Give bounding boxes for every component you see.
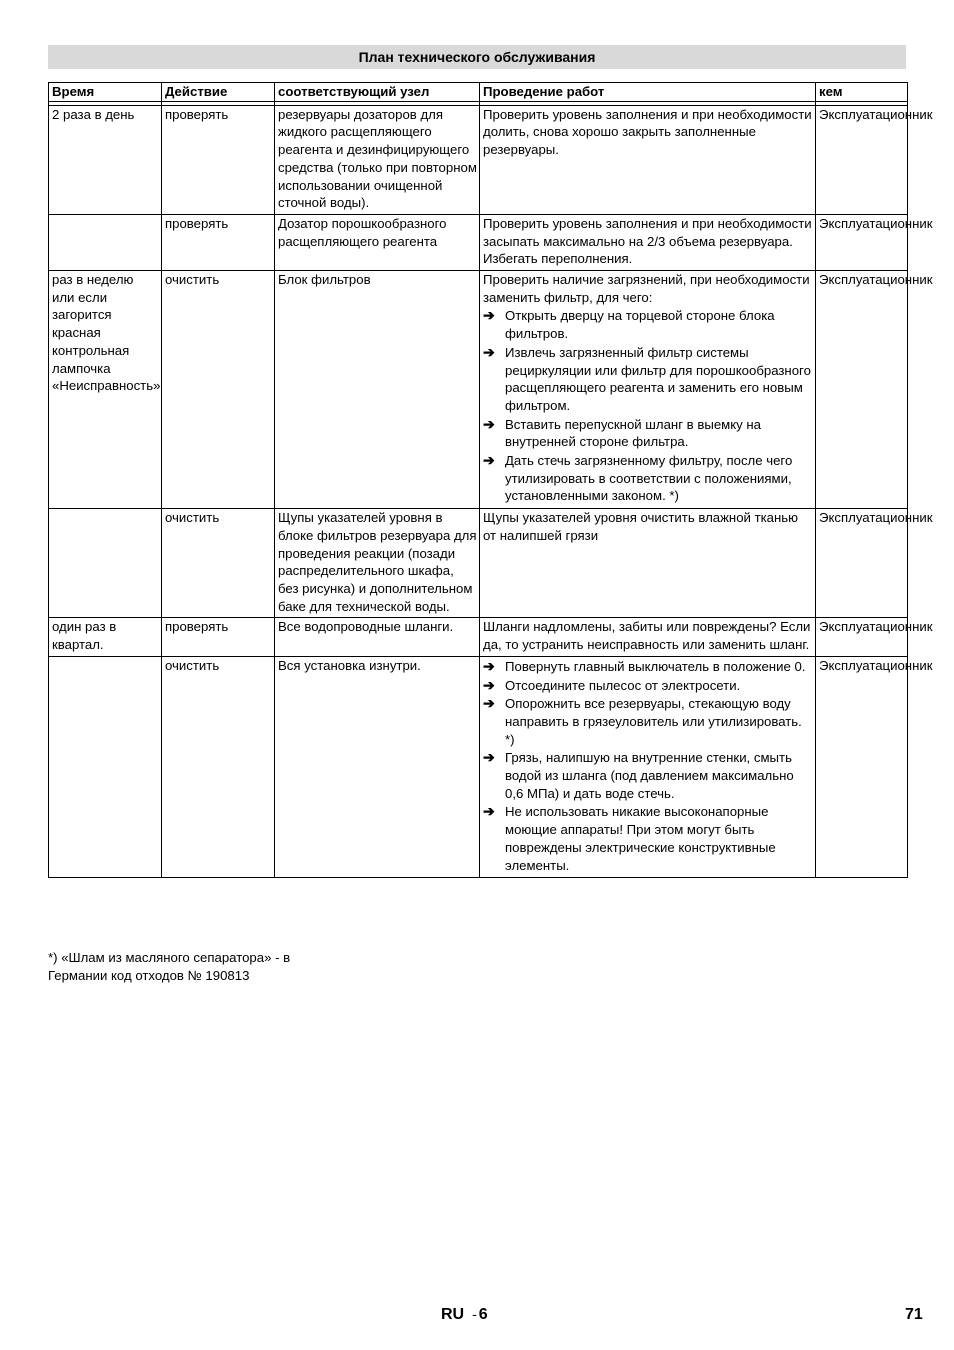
cell-time-continued (49, 214, 162, 270)
separator: - (472, 1306, 477, 1322)
cell-who: Эксплуатационник (816, 271, 908, 509)
header-work: Проведение работ (480, 83, 816, 102)
step-text: Грязь, налипшую на внутренние стенки, смыть водой из шланга (под давлением максимально 0,6 МПа) и дать воде стечь. (505, 750, 794, 801)
footnote (48, 949, 348, 985)
cell-time-continued (49, 509, 162, 618)
footnote-line: Германии код отходов № 190813 (48, 968, 250, 983)
cell-who: Эксплуатационник (816, 509, 908, 618)
list-item (483, 677, 813, 695)
cell-work: Шланги надломлены, забиты или повреждены? Если да, то устранить неисправность или заменить шланг. (480, 618, 816, 656)
cell-unit: резервуары дозаторов для жидкого расщепляющего реагента и дезинфицирующего средства (только при повторном использовании очищенной сточной воды). (275, 105, 480, 214)
list-item (483, 658, 813, 676)
cell-unit: Дозатор порошкообразного расщепляющего реагента (275, 214, 480, 270)
cell-action: проверять (162, 105, 275, 214)
cell-who: Эксплуатационник (816, 656, 908, 877)
header-action: Действие (162, 83, 275, 102)
step-text: Извлечь загрязненный фильтр системы рециркуляции или фильтр для порошкообразного расщепляющего реагента и заменить его новым фильтром. (505, 344, 811, 413)
step-text: Вставить перепускной шланг в выемку на внутренней стороне фильтра. (505, 416, 762, 450)
table-row (49, 509, 908, 618)
cell-time: 2 раза в день (49, 105, 162, 214)
header-time: Время (49, 83, 162, 102)
table-row (49, 271, 908, 509)
header-unit: соответствующий узел (275, 83, 480, 102)
arrow-right-icon: ➔ (483, 657, 495, 674)
cell-work: Щупы указателей уровня очистить влажной тканью от налипшей грязи (480, 509, 816, 618)
step-text: Не использовать никакие высоконапорные моющие аппараты! При этом могут быть повреждены электрические конструктивные элементы. (505, 804, 776, 873)
arrow-right-icon: ➔ (483, 415, 495, 432)
page-number: 71 (905, 1306, 923, 1323)
cell-time-continued (49, 656, 162, 877)
table-row (49, 214, 908, 270)
arrow-right-icon: ➔ (483, 452, 495, 469)
step-text: Отсоедините пылесос от электросети. (505, 677, 741, 693)
cell-who: Эксплуатационник (816, 105, 908, 214)
list-item (483, 416, 813, 451)
step-text: Опорожнить все резервуары, стекающую воду направить в грязеуловитель или утилизировать. *) (505, 696, 802, 747)
table-row (49, 618, 908, 656)
cell-time: раз в неделю или если загорится красная контрольная лампочка «Неисправность» (49, 271, 162, 509)
cell-unit: Все водопроводные шланги. (275, 618, 480, 656)
step-list (483, 658, 813, 874)
arrow-right-icon: ➔ (483, 695, 495, 712)
list-item (483, 307, 813, 342)
work-intro: Проверить наличие загрязнений, при необходимости заменить фильтр, для чего: (483, 272, 810, 305)
cell-action: проверять (162, 618, 275, 656)
cell-time: один раз в квартал. (49, 618, 162, 656)
list-item (483, 344, 813, 415)
header-who: кем (816, 83, 908, 102)
cell-action: проверять (162, 214, 275, 270)
arrow-right-icon: ➔ (483, 749, 495, 766)
step-list (483, 307, 813, 505)
step-text: Дать стечь загрязненному фильтру, после чего утилизировать в соответствии с положениями, установленными законом. *) (505, 453, 793, 504)
section-page: 6 (478, 1306, 488, 1323)
cell-action: очистить (162, 509, 275, 618)
footnote-line: *) «Шлам из масляного сепаратора» - в (48, 950, 291, 965)
cell-unit: Вся установка изнутри. (275, 656, 480, 877)
page-title: План технического обслуживания (48, 45, 906, 69)
cell-work (480, 656, 816, 877)
cell-action: очистить (162, 656, 275, 877)
table-header-row (49, 83, 908, 102)
cell-work: Проверить уровень заполнения и при необходимости засыпать максимально на 2/3 объема резервуара. Избегать переполнения. (480, 214, 816, 270)
cell-work: Проверить уровень заполнения и при необходимости долить, снова хорошо закрыть заполненные резервуары. (480, 105, 816, 214)
list-item (483, 695, 813, 748)
step-text: Открыть дверцу на торцевой стороне блока фильтров. (505, 308, 775, 342)
cell-work (480, 271, 816, 509)
list-item (483, 452, 813, 505)
list-item (483, 803, 813, 874)
maintenance-table (48, 82, 933, 878)
table-row (49, 656, 908, 877)
table-row (49, 105, 908, 214)
cell-unit: Блок фильтров (275, 271, 480, 509)
step-text: Повернуть главный выключатель в положение 0. (505, 658, 806, 674)
list-item (483, 749, 813, 802)
cell-who: Эксплуатационник (816, 618, 908, 656)
arrow-right-icon: ➔ (483, 307, 495, 324)
arrow-right-icon: ➔ (483, 343, 495, 360)
page-section-code (441, 1306, 488, 1324)
arrow-right-icon: ➔ (483, 676, 495, 693)
arrow-right-icon: ➔ (483, 803, 495, 820)
cell-action: очистить (162, 271, 275, 509)
cell-who: Эксплуатационник (816, 214, 908, 270)
cell-unit: Щупы указателей уровня в блоке фильтров резервуара для проведения реакции (позади распределительного шкафа, без рисунка) и дополнительном баке для технической воды. (275, 509, 480, 618)
language-code: RU (441, 1306, 465, 1323)
